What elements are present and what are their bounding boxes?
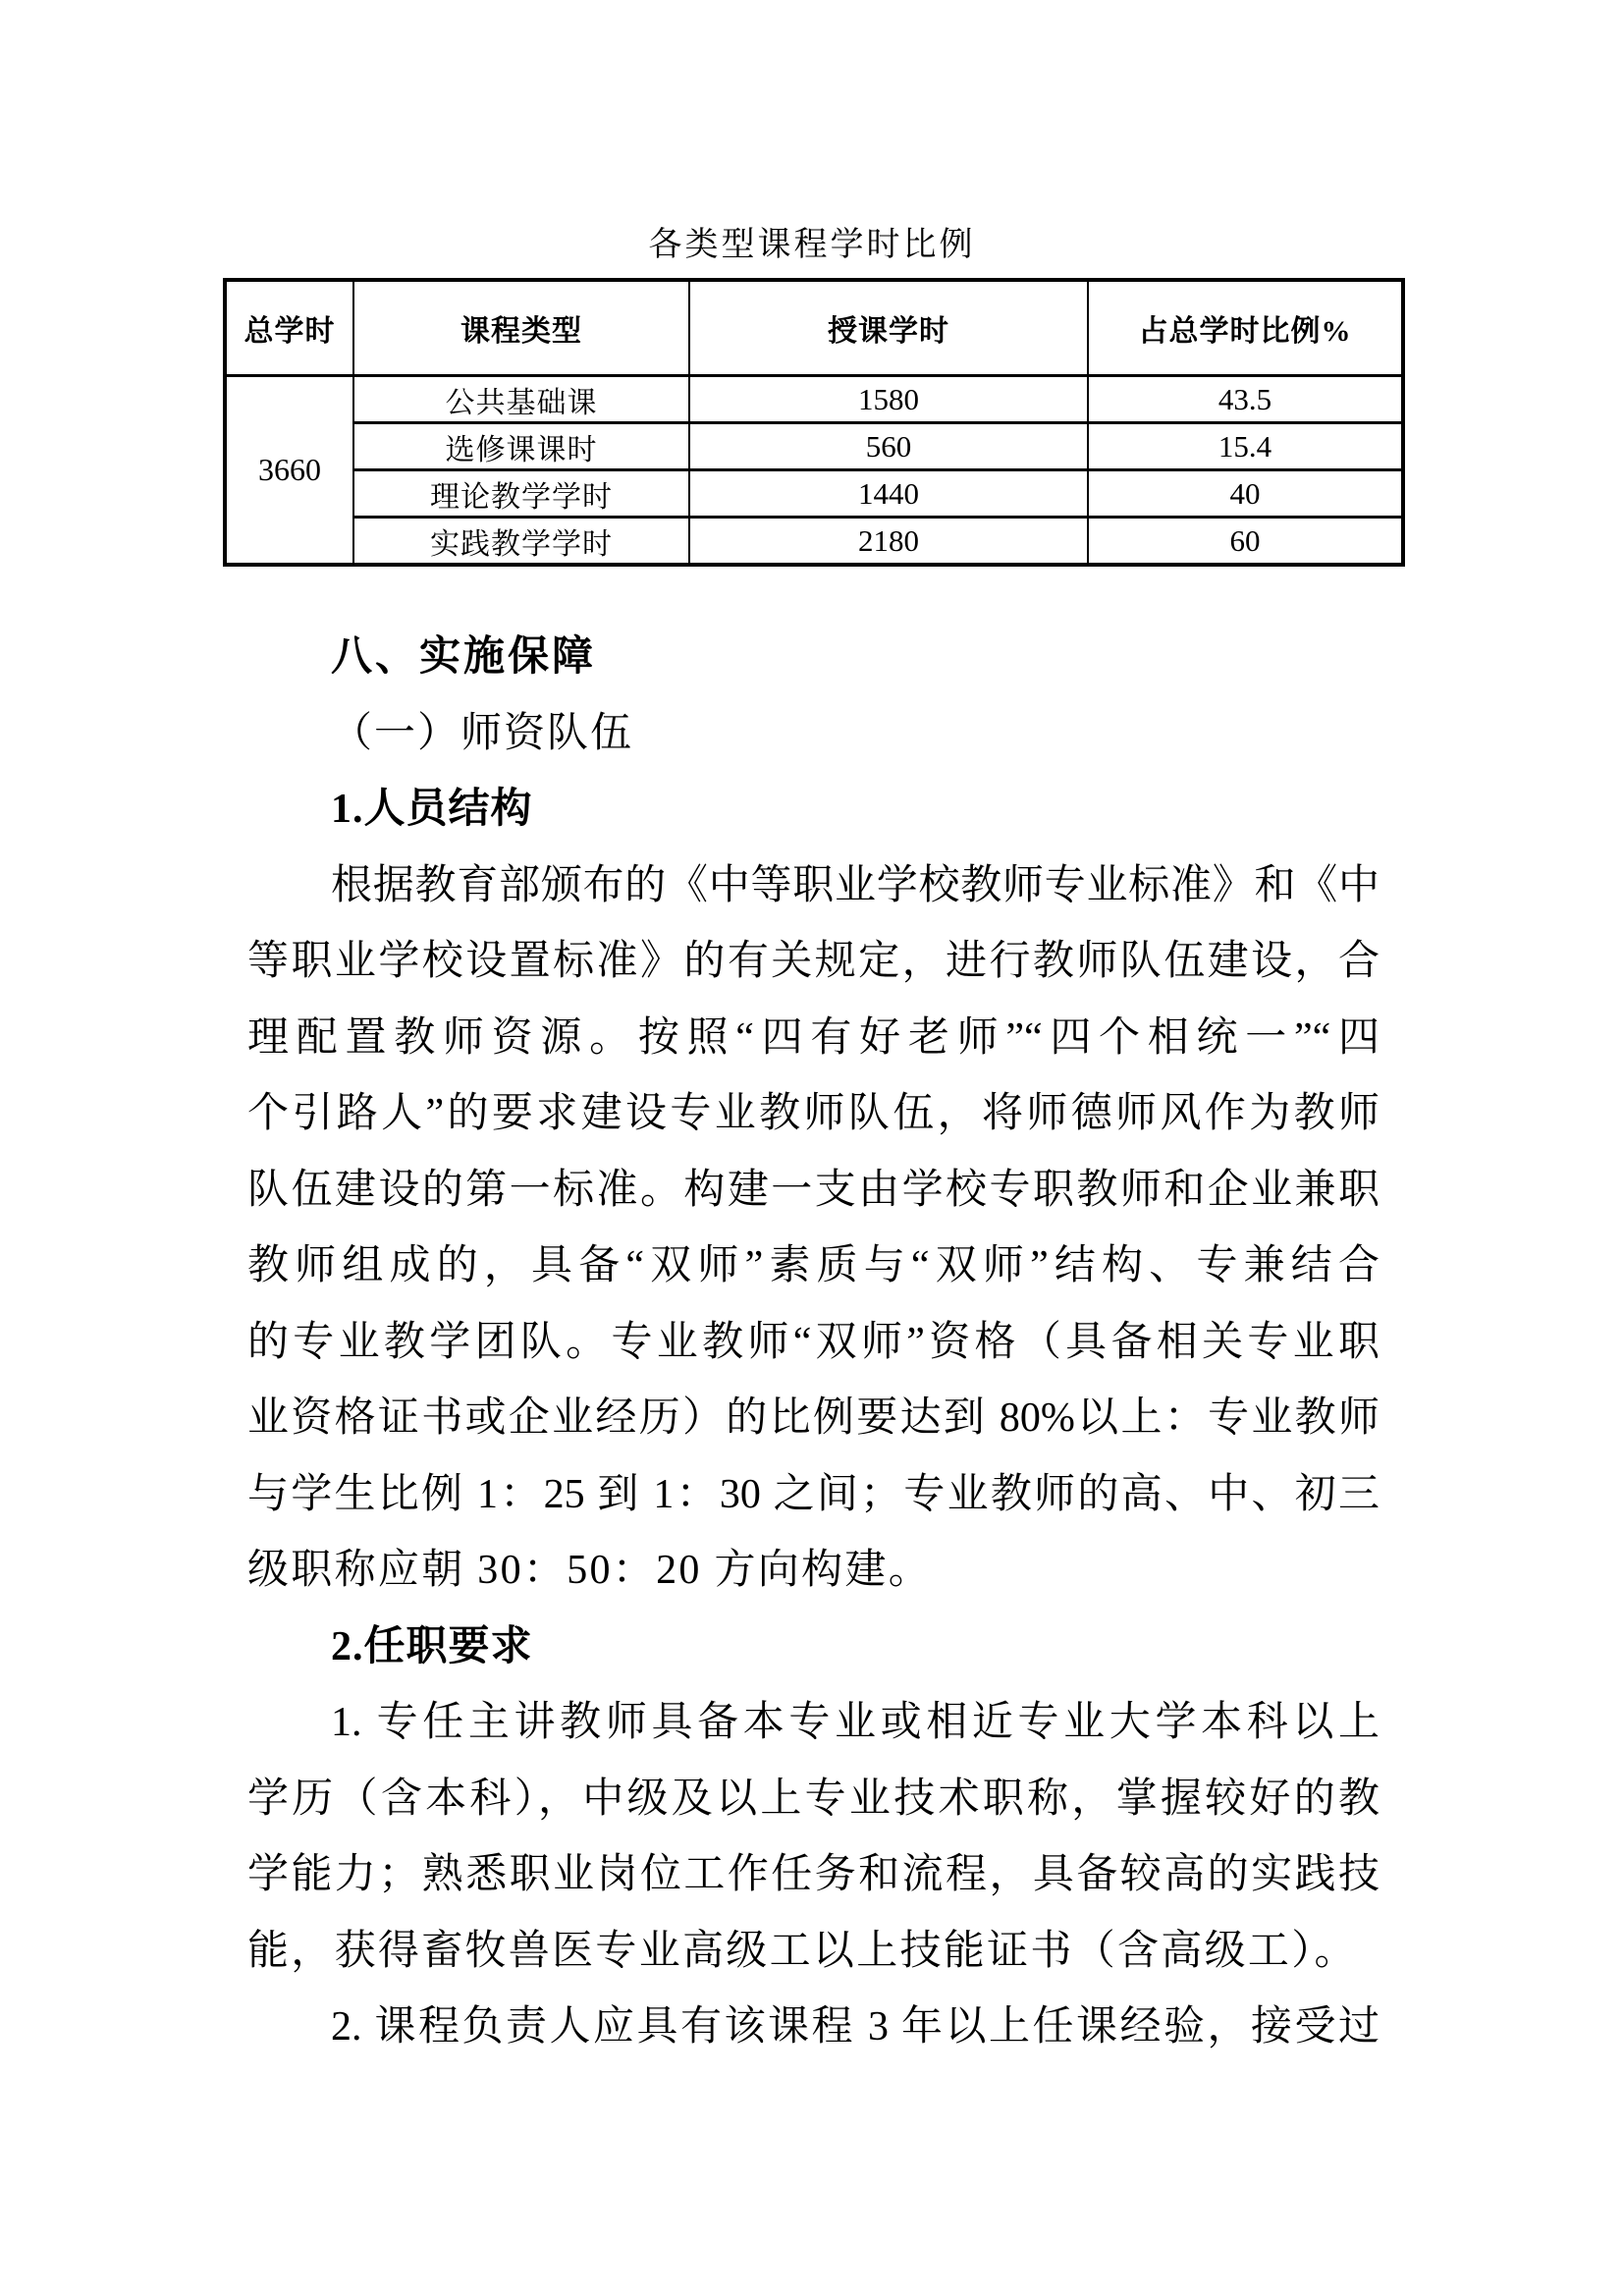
text-line: 业资格证书或企业经历）的比例要达到 80%以上：专业教师	[247, 1395, 1380, 1441]
cell-course-type: 理论教学学时	[353, 470, 689, 518]
text-line: 理配置教师资源。按照“四有好老师”“四个相统一”“四	[247, 1014, 1380, 1061]
cell-total-hours: 3660	[225, 376, 353, 566]
heading-employment-requirements: 2.任职要求	[331, 1623, 533, 1669]
heading-teaching-staff: （一）师资队伍	[331, 710, 634, 756]
table-row	[225, 376, 1403, 423]
text-line: 1. 专任主讲教师具备本专业或相近专业大学本科以上	[331, 1700, 1380, 1745]
text-line: 根据教育部颁布的《中等职业学校教师专业标准》和《中	[331, 862, 1380, 908]
header-teaching-hours: 授课学时	[689, 280, 1088, 376]
text-line: 的专业教学团队。专业教师“双师”资格（具备相关专业职	[247, 1319, 1380, 1365]
course-hours-table	[223, 278, 1405, 567]
text-line: 学历（含本科），中级及以上专业技术职称，掌握较好的教	[247, 1776, 1380, 1822]
cell-teaching-hours: 2180	[689, 518, 1088, 566]
header-percent-of-total: 占总学时比例%	[1088, 280, 1403, 376]
text-line: 与学生比例 1：25 到 1：30 之间；专业教师的高、中、初三	[247, 1471, 1380, 1517]
table-row	[225, 518, 1403, 566]
cell-teaching-hours: 1580	[689, 376, 1088, 423]
cell-percent: 60	[1088, 518, 1403, 566]
text-line: 队伍建设的第一标准。构建一支由学校专职教师和企业兼职	[247, 1167, 1380, 1213]
header-total-hours: 总学时	[225, 280, 353, 376]
cell-percent: 40	[1088, 470, 1403, 518]
text-line: 级职称应朝 30：50：20 方向构建。	[247, 1548, 933, 1593]
document-body	[243, 0, 1380, 2066]
text-line: 能，获得畜牧兽医专业高级工以上技能证书（含高级工）。	[247, 1928, 1358, 1974]
cell-teaching-hours: 1440	[689, 470, 1088, 518]
heading-personnel-structure: 1.人员结构	[331, 787, 533, 832]
heading-implementation-guarantee: 八、实施保障	[331, 634, 597, 680]
table-row	[225, 423, 1403, 470]
text-line: 等职业学校设置标准》的有关规定，进行教师队伍建设，合	[247, 939, 1380, 984]
text-line: 2. 课程负责人应具有该课程 3 年以上任课经验，接受过	[331, 2004, 1380, 2050]
text-line: 个引路人”的要求建设专业教师队伍，将师德师风作为教师	[247, 1091, 1380, 1136]
cell-teaching-hours: 560	[689, 423, 1088, 470]
cell-course-type: 选修课课时	[353, 423, 689, 470]
text-line: 学能力；熟悉职业岗位工作任务和流程，具备较高的实践技	[247, 1852, 1380, 1897]
cell-course-type: 实践教学学时	[353, 518, 689, 566]
header-course-type: 课程类型	[353, 280, 689, 376]
text-line: 教师组成的，具备“双师”素质与“双师”结构、专兼结合	[247, 1243, 1380, 1288]
cell-percent: 15.4	[1088, 423, 1403, 470]
table-header-row	[225, 280, 1403, 376]
cell-course-type: 公共基础课	[353, 376, 689, 423]
table-title: 各类型课程学时比例	[648, 227, 976, 263]
cell-percent: 43.5	[1088, 376, 1403, 423]
table-row	[225, 470, 1403, 518]
